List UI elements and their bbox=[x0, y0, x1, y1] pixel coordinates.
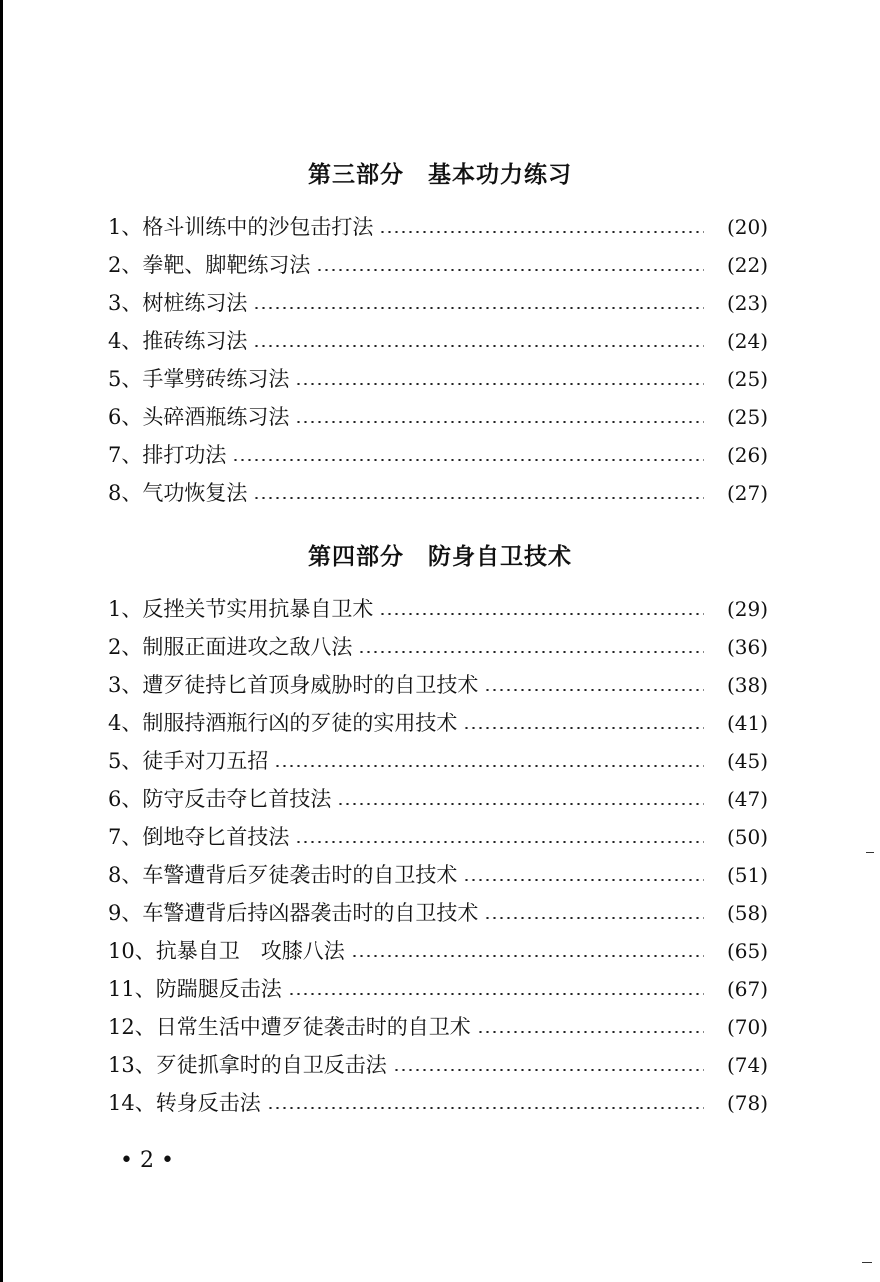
dot-leader bbox=[253, 345, 704, 347]
toc-entry[interactable] bbox=[108, 1012, 768, 1042]
toc-entry-page: (38) bbox=[726, 673, 768, 697]
toc-entry-page: (20) bbox=[726, 215, 768, 239]
dot-leader bbox=[295, 841, 704, 843]
dot-leader bbox=[295, 421, 704, 423]
toc-entry-label: 1、格斗训练中的沙包击打法 bbox=[108, 215, 374, 239]
toc-entry-page: (29) bbox=[726, 597, 768, 621]
dot-leader bbox=[379, 231, 704, 233]
toc-entry-page: (74) bbox=[726, 1053, 768, 1077]
toc-entry[interactable] bbox=[108, 1050, 768, 1080]
toc-entry-label: 12、日常生活中遭歹徒袭击时的自卫术 bbox=[108, 1015, 471, 1039]
toc-entry-page: (27) bbox=[726, 481, 768, 505]
toc-entry[interactable] bbox=[108, 860, 768, 890]
toc-entry[interactable] bbox=[108, 364, 768, 394]
toc-entry-label: 7、排打功法 bbox=[108, 443, 227, 467]
toc-entry-label: 6、防守反击夺匕首技法 bbox=[108, 787, 332, 811]
toc-entry[interactable] bbox=[108, 670, 768, 700]
toc-entry[interactable] bbox=[108, 708, 768, 738]
toc-entry-page: (50) bbox=[726, 825, 768, 849]
toc-entry-label: 2、拳靶、脚靶练习法 bbox=[108, 253, 311, 277]
toc-entry-label: 5、手掌劈砖练习法 bbox=[108, 367, 290, 391]
dot-leader bbox=[274, 765, 704, 767]
dot-leader bbox=[295, 383, 704, 385]
toc-entry-label: 13、歹徒抓拿时的自卫反击法 bbox=[108, 1053, 387, 1077]
toc-entry-page: (58) bbox=[726, 901, 768, 925]
toc-entry-page: (78) bbox=[726, 1091, 768, 1115]
dot-leader bbox=[463, 727, 704, 729]
toc-entry[interactable] bbox=[108, 936, 768, 966]
toc-entry-page: (26) bbox=[726, 443, 768, 467]
dot-leader bbox=[379, 613, 704, 615]
dot-leader bbox=[393, 1069, 704, 1071]
toc-entry[interactable] bbox=[108, 594, 768, 624]
toc-entry-label: 9、车警遭背后持凶器袭击时的自卫技术 bbox=[108, 901, 479, 925]
dot-leader bbox=[477, 1031, 704, 1033]
toc-entry-label: 1、反挫关节实用抗暴自卫术 bbox=[108, 597, 374, 621]
toc-entry-label: 11、防踹腿反击法 bbox=[108, 977, 282, 1001]
toc-entry-label: 2、制服正面进攻之敌八法 bbox=[108, 635, 353, 659]
dot-leader bbox=[484, 917, 704, 919]
toc-entry-label: 5、徒手对刀五招 bbox=[108, 749, 269, 773]
toc-entry[interactable] bbox=[108, 440, 768, 470]
toc-entry[interactable] bbox=[108, 746, 768, 776]
scan-speck bbox=[866, 852, 874, 853]
toc-entry[interactable] bbox=[108, 478, 768, 508]
dot-leader bbox=[358, 651, 704, 653]
toc-entry-page: (25) bbox=[726, 367, 768, 391]
toc-entry-page: (22) bbox=[726, 253, 768, 277]
toc-entry-label: 7、倒地夺匕首技法 bbox=[108, 825, 290, 849]
toc-entry[interactable] bbox=[108, 326, 768, 356]
toc-entry[interactable] bbox=[108, 898, 768, 928]
dot-leader bbox=[253, 307, 704, 309]
toc-entry-page: (51) bbox=[726, 863, 768, 887]
page-number: • 2 • bbox=[120, 1148, 174, 1173]
section-title-part-3: 第三部分 基本功力练习 bbox=[308, 162, 572, 188]
dot-leader bbox=[267, 1107, 704, 1109]
toc-entry-label: 4、制服持酒瓶行凶的歹徒的实用技术 bbox=[108, 711, 458, 735]
toc-entry-label: 3、树桩练习法 bbox=[108, 291, 248, 315]
toc-entry[interactable] bbox=[108, 1088, 768, 1118]
dot-leader bbox=[253, 497, 704, 499]
toc-entry[interactable] bbox=[108, 212, 768, 242]
scan-speck bbox=[862, 1262, 872, 1263]
toc-entry-label: 10、抗暴自卫 攻膝八法 bbox=[108, 939, 345, 963]
toc-entry[interactable] bbox=[108, 288, 768, 318]
section-title-part-4: 第四部分 防身自卫技术 bbox=[308, 544, 572, 570]
dot-leader bbox=[316, 269, 704, 271]
dot-leader bbox=[337, 803, 704, 805]
toc-entry-page: (45) bbox=[726, 749, 768, 773]
toc-entry[interactable] bbox=[108, 250, 768, 280]
toc-entry-page: (67) bbox=[726, 977, 768, 1001]
dot-leader bbox=[484, 689, 704, 691]
dot-leader bbox=[288, 993, 704, 995]
toc-entry-page: (23) bbox=[726, 291, 768, 315]
toc-entry-page: (65) bbox=[726, 939, 768, 963]
toc-entry[interactable] bbox=[108, 402, 768, 432]
dot-leader bbox=[351, 955, 704, 957]
toc-entry-label: 4、推砖练习法 bbox=[108, 329, 248, 353]
toc-entry-page: (24) bbox=[726, 329, 768, 353]
toc-entry-label: 8、车警遭背后歹徒袭击时的自卫技术 bbox=[108, 863, 458, 887]
toc-entry[interactable] bbox=[108, 632, 768, 662]
toc-entry[interactable] bbox=[108, 822, 768, 852]
toc-entry-page: (70) bbox=[726, 1015, 768, 1039]
dot-leader bbox=[463, 879, 704, 881]
toc-entry-label: 14、转身反击法 bbox=[108, 1091, 261, 1115]
toc-entry-label: 6、头碎酒瓶练习法 bbox=[108, 405, 290, 429]
toc-entry-page: (47) bbox=[726, 787, 768, 811]
toc-entry-label: 3、遭歹徒持匕首顶身威胁时的自卫技术 bbox=[108, 673, 479, 697]
toc-entry-page: (25) bbox=[726, 405, 768, 429]
page-left-edge-rule bbox=[0, 0, 3, 1282]
toc-entry[interactable] bbox=[108, 784, 768, 814]
toc-entry-label: 8、气功恢复法 bbox=[108, 481, 248, 505]
toc-entry[interactable] bbox=[108, 974, 768, 1004]
toc-entry-page: (41) bbox=[726, 711, 768, 735]
toc-entry-page: (36) bbox=[726, 635, 768, 659]
dot-leader bbox=[232, 459, 704, 461]
